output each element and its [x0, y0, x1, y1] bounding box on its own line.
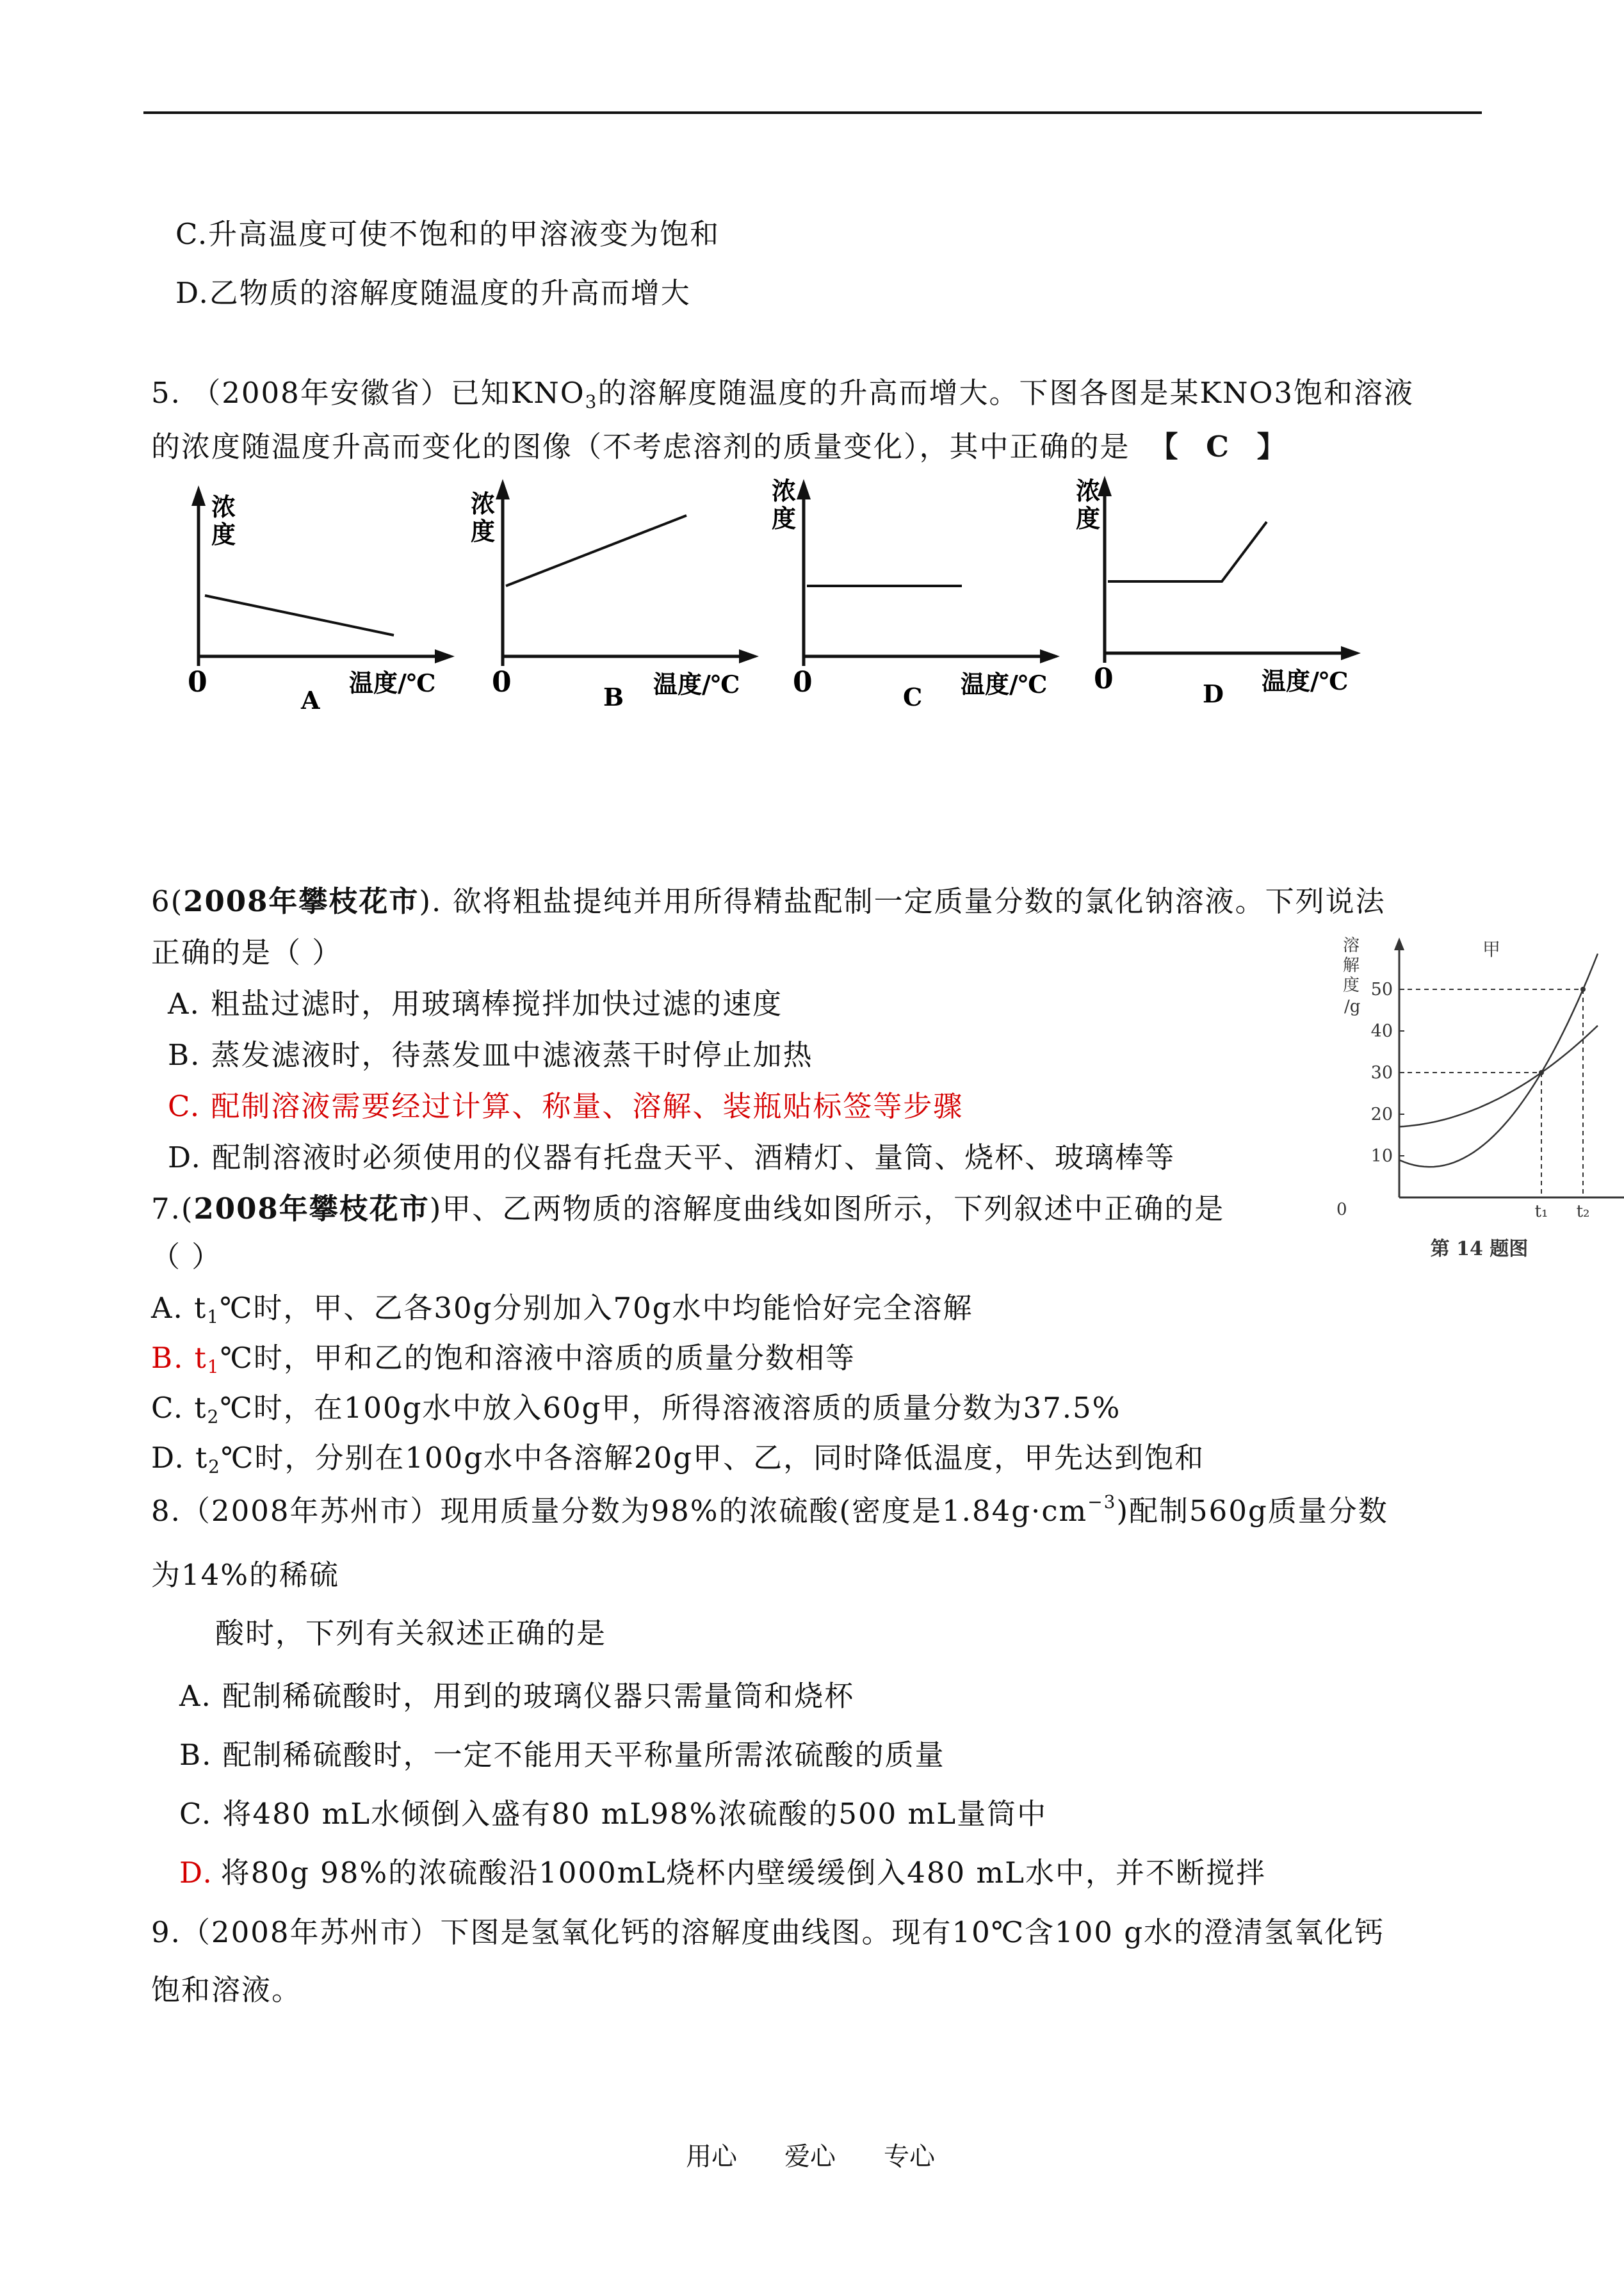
q5-line-1: 5. （2008年安徽省）已知$KNO_3$的溶解度随温度的升高而增大。下图各图是某KNO3饱和溶液 — [151, 376, 1415, 412]
q5-graph-b-ylabel-1: 浓 — [471, 489, 496, 518]
chart-x-tick-label: t₂ — [1576, 1202, 1590, 1221]
chart-origin: 0 — [1336, 1200, 1347, 1219]
q6-option-d: D. 配制溶液时必须使用的仪器有托盘天平、酒精灯、量筒、烧杯、玻璃棒等 — [168, 1140, 1176, 1174]
chart-y-tick-label: 30 — [1370, 1063, 1393, 1083]
q5-graph-c-xlabel: 温度/℃ — [961, 670, 1048, 699]
chart-caption: 第 14 题图 — [1430, 1238, 1529, 1260]
q6-line-2: 正确的是（ ） — [151, 936, 343, 969]
footer-word-1: 用心 — [686, 2142, 737, 2171]
q6-line-1: 6(2008年攀枝花市). 欲将粗盐提纯并用所得精盐配制一定质量分数的氯化钠溶液。下列说法 — [151, 884, 1386, 918]
q5-graph-a-origin: 0 — [188, 666, 207, 699]
q7-line-1: 7.(2008年攀枝花市)甲、乙两物质的溶解度曲线如图所示，下列叙述中正确的是 — [151, 1192, 1225, 1226]
q5-graph-d-ylabel-2: 度 — [1076, 504, 1101, 533]
q8-line-1: 8.（2008年苏州市）现用质量分数为98%的浓硫酸(密度是$1.84g\cdot cm^{-3}$)配制560g质量分数 — [151, 1491, 1388, 1528]
chart-curve-label-jia: 甲 — [1482, 939, 1501, 960]
q8-line-2: 为14%的稀硫 — [151, 1558, 340, 1592]
q5-graph-d-ylabel-1: 浓 — [1076, 476, 1101, 505]
q5-graph-b — [471, 474, 768, 717]
q5-graph-c — [772, 474, 1069, 717]
q7-line-2: （ ） — [151, 1240, 222, 1274]
q9-line-1: 9.（2008年苏州市）下图是氢氧化钙的溶解度曲线图。现有10℃含100 g水的澄清氢氧化钙 — [151, 1915, 1385, 1949]
q5-graph-c-origin: 0 — [793, 666, 813, 699]
q5-graph-a-ylabel-2: 度 — [211, 520, 236, 549]
q7-option-c: C. $t_2℃$时，在100g水中放入60g甲，所得溶液溶质的质量分数为37.5% — [151, 1391, 1121, 1427]
chart-y-tick-label: 20 — [1370, 1105, 1393, 1124]
q6-option-a: A. 粗盐过滤时，用玻璃棒搅拌加快过滤的速度 — [168, 987, 783, 1021]
chart-intersection-point — [1539, 1070, 1544, 1075]
chart-ylabel-2: 解 — [1343, 956, 1360, 975]
q7-option-a: A. $t_1℃$时，甲、乙各30g分别加入70g水中均能恰好完全溶解 — [151, 1291, 973, 1327]
q4-option-d: D.乙物质的溶解度随温度的升高而增大 — [175, 276, 691, 310]
q5-graph-c-ylabel-2: 度 — [772, 504, 797, 533]
q5-graph-a-xlabel: 温度/℃ — [349, 669, 436, 697]
q5-graph-b-ylabel-2: 度 — [471, 517, 496, 546]
q5-answer: 【 C 】 — [1149, 430, 1295, 464]
q5-graph-d-origin: 0 — [1094, 663, 1114, 695]
chart-x-tick-label: t₁ — [1534, 1202, 1548, 1221]
q8-option-a: A. 配制稀硫酸时，用到的玻璃仪器只需量筒和烧杯 — [179, 1679, 855, 1713]
chart-intersection-point — [1580, 987, 1586, 992]
q5-line-2: 的浓度随温度升高而变化的图像（不考虑溶剂的质量变化），其中正确的是 【 C 】 — [151, 430, 1295, 464]
q5-graph-a-letter: A — [301, 686, 320, 715]
q6-option-c: C. 配制溶液需要经过计算、称量、溶解、装瓶贴标签等步骤 — [168, 1089, 964, 1123]
q8-line-3: 酸时，下列有关叙述正确的是 — [215, 1616, 607, 1650]
chart-ylabel-4: /g — [1344, 997, 1361, 1016]
q5-graph-c-letter: C — [903, 683, 923, 711]
q7-option-b: B. $t_1℃$时，甲和乙的饱和溶液中溶质的质量分数相等 — [151, 1341, 856, 1377]
q8-option-b: B. 配制稀硫酸时，一定不能用天平称量所需浓硫酸的质量 — [179, 1738, 945, 1772]
q5-graph-b-letter: B — [603, 683, 624, 711]
chart-series-yi-line — [1399, 1026, 1598, 1127]
q5-graph-a-ylabel-1: 浓 — [211, 492, 236, 521]
q5-graph-b-origin: 0 — [492, 666, 512, 699]
chart-y-axis-arrow — [1394, 937, 1404, 950]
header-rule — [143, 111, 1482, 114]
solubility-chart — [1335, 929, 1624, 1274]
q8-option-d: D. 将80g 98%的浓硫酸沿1000mL烧杯内壁缓缓倒入480 mL水中，并不断搅拌 — [179, 1856, 1266, 1890]
q6-option-b: B. 蒸发滤液时，待蒸发皿中滤液蒸干时停止加热 — [168, 1038, 813, 1072]
q9-line-2: 饱和溶液。 — [151, 1973, 302, 2007]
q5-graph-d-xlabel: 温度/℃ — [1262, 667, 1349, 695]
chart-ylabel-1: 溶 — [1343, 936, 1360, 955]
chart-y-tick-label: 40 — [1370, 1021, 1393, 1041]
q5-graph-d-letter: D — [1203, 679, 1224, 708]
q5-graph-a — [183, 480, 464, 717]
chart-y-tick-label: 50 — [1370, 980, 1393, 1000]
q5-graph-c-ylabel-1: 浓 — [772, 476, 797, 505]
q7-option-d: D. $t_2℃$时，分别在100g水中各溶解20g甲、乙，同时降低温度，甲先达到饱和 — [151, 1441, 1205, 1477]
footer-word-2: 爱心 — [784, 2142, 836, 2171]
q5-graph-b-xlabel: 温度/℃ — [653, 670, 740, 699]
q8-option-c: C. 将480 mL水倾倒入盛有80 mL98%浓硫酸的500 mL量筒中 — [179, 1797, 1048, 1831]
q5-graph-d — [1076, 471, 1370, 717]
chart-series-jia-line — [1399, 953, 1598, 1167]
chart-y-tick-label: 10 — [1370, 1146, 1393, 1166]
chart-ylabel-3: 度 — [1343, 976, 1360, 995]
q4-option-c: C.升高温度可使不饱和的甲溶液变为饱和 — [175, 217, 720, 251]
footer-word-3: 专心 — [884, 2142, 935, 2171]
